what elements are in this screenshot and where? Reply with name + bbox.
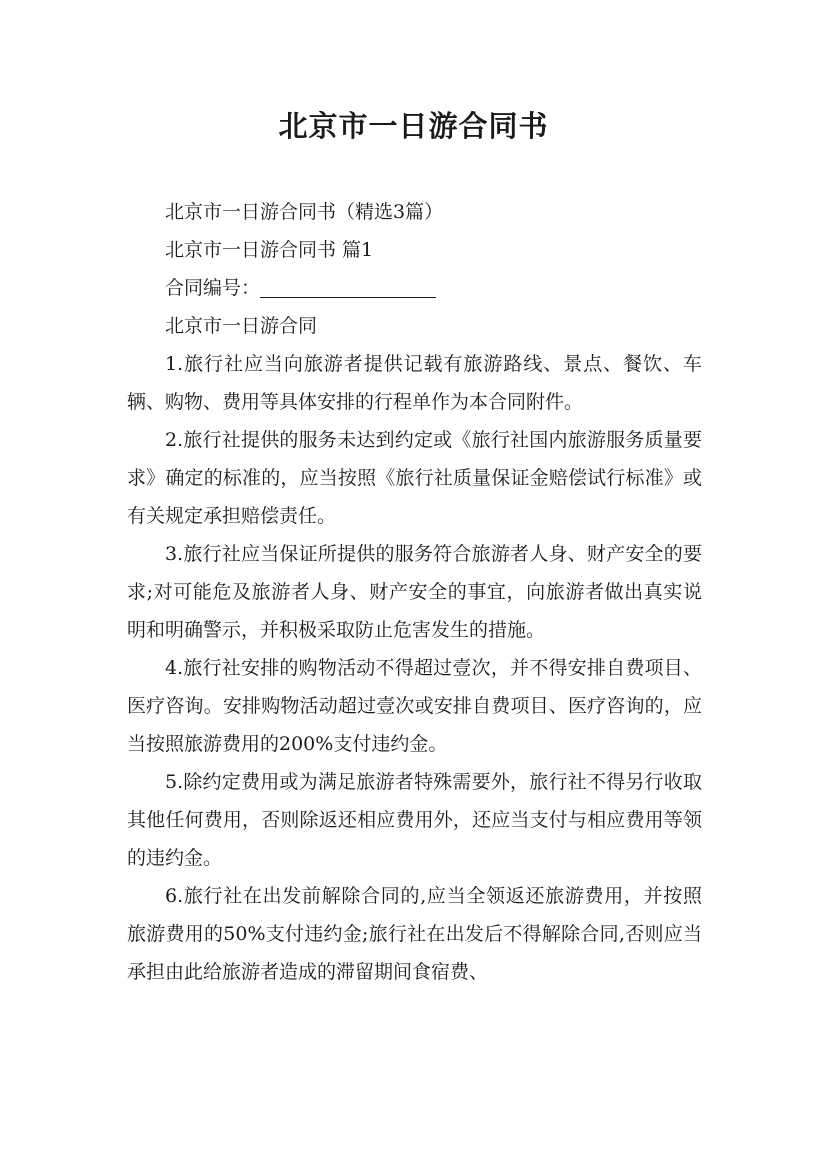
clause-3: 3.旅行社应当保证所提供的服务符合旅游者人身、财产安全的要求;对可能危及旅游者人身、财产安全的事宜，向旅游者做出真实说明和明确警示，并积极采取防止危害发生的措施。 xyxy=(127,543,702,641)
clause-4: 4.旅行社安排的购物活动不得超过壹次，并不得安排自费项目、医疗咨询。安排购物活动超过壹次或安排自费项目、医疗咨询的，应当按照旅游费用的200%支付违约金。 xyxy=(127,657,702,755)
document-title: 北京市一日游合同书 xyxy=(278,109,549,143)
contract-name: 北京市一日游合同 xyxy=(165,315,318,337)
contract-number-label: 合同编号： xyxy=(165,277,261,299)
clause-1: 1.旅行社应当向旅游者提供记载有旅游路线、景点、餐饮、车辆、购物、费用等具体安排的行程单作为本合同附件。 xyxy=(127,353,702,413)
document-body xyxy=(127,193,702,991)
section-heading: 北京市一日游合同书 篇1 xyxy=(165,239,374,261)
contract-number-blank xyxy=(260,275,436,298)
clause-5: 5.除约定费用或为满足旅游者特殊需要外，旅行社不得另行收取其他任何费用，否则除返还相应费用外，还应当支付与相应费用等领的违约金。 xyxy=(127,771,702,869)
document-subtitle: 北京市一日游合同书（精选3篇） xyxy=(165,201,444,223)
contract-number-line xyxy=(127,269,702,307)
clause-6: 6.旅行社在出发前解除合同的,应当全领返还旅游费用，并按照旅游费用的50%支付违约金;旅行社在出发后不得解除合同,否则应当承担由此给旅游者造成的滞留期间食宿费、 xyxy=(127,885,702,983)
clause-2: 2.旅行社提供的服务未达到约定或《旅行社国内旅游服务质量要求》确定的标准的，应当按照《旅行社质量保证金赔偿试行标准》或有关规定承担赔偿责任。 xyxy=(127,429,702,527)
